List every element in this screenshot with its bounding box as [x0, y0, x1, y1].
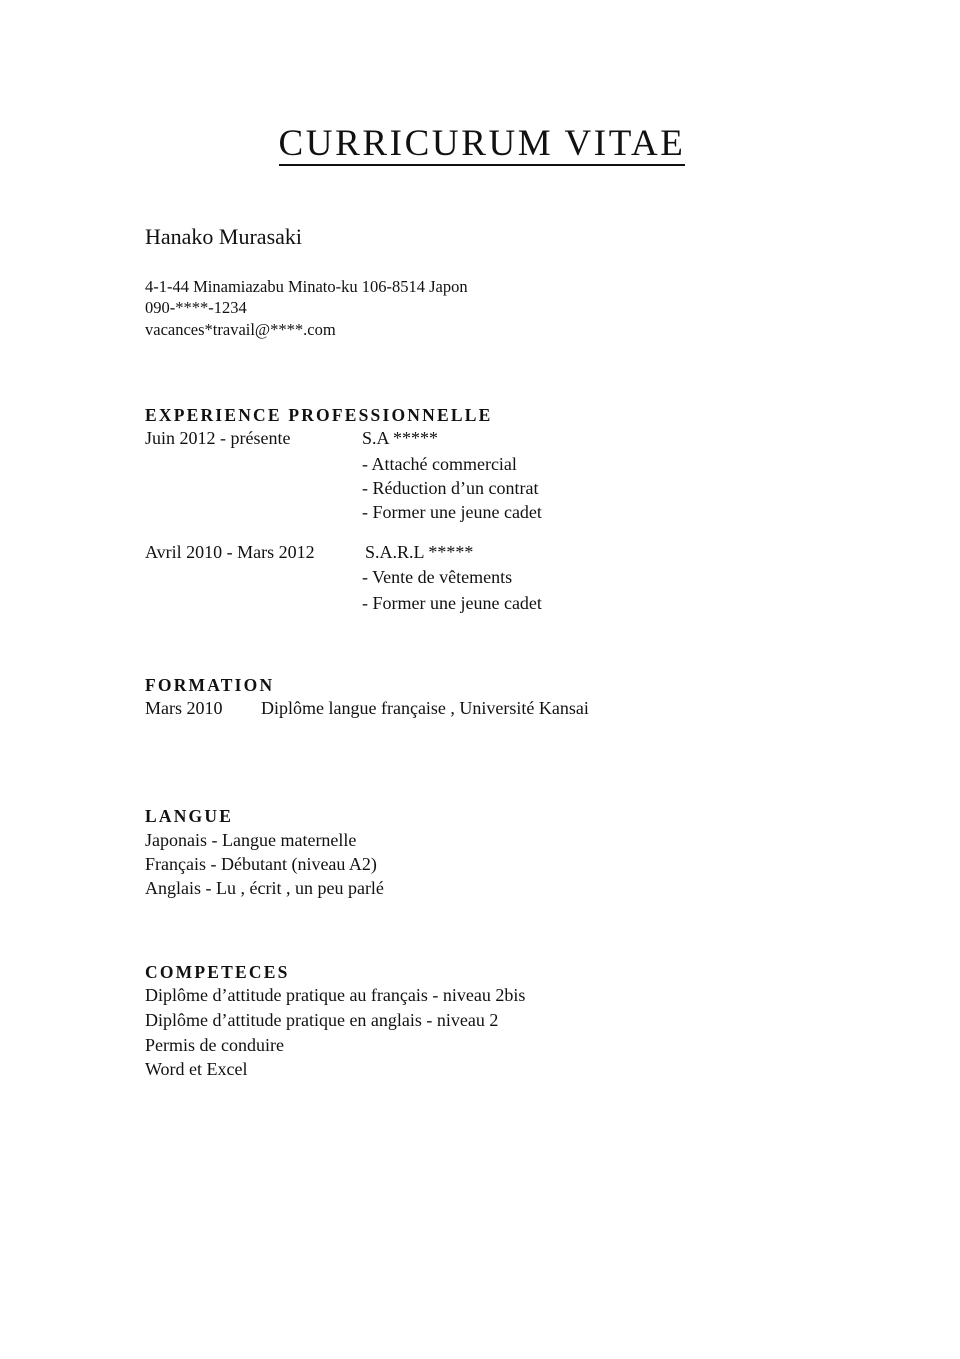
document-title-text: CURRICURUM VITAE: [278, 123, 686, 164]
competence-item: Word et Excel: [145, 1059, 248, 1079]
job-1-period: Juin 2012 - présente: [145, 428, 291, 448]
langue-item: Anglais - Lu , écrit , un peu parlé: [145, 878, 384, 898]
experience-heading: EXPERIENCE PROFESSIONNELLE: [145, 405, 493, 425]
competences-heading: COMPETECES: [145, 962, 290, 982]
job-2-task: - Former une jeune cadet: [362, 593, 542, 613]
langue-item: Français - Débutant (niveau A2): [145, 854, 377, 874]
formation-date: Mars 2010: [145, 698, 223, 718]
contact-phone: 090-****-1234: [145, 298, 247, 317]
job-1-company: S.A *****: [362, 428, 439, 448]
job-1-task: - Réduction d’un contrat: [362, 478, 539, 498]
contact-email: vacances*travail@****.com: [145, 320, 336, 339]
competence-item: Permis de conduire: [145, 1035, 284, 1055]
langue-item: Japonais - Langue maternelle: [145, 830, 357, 850]
document-title: [0, 122, 960, 166]
job-2-task: - Vente de vêtements: [362, 567, 513, 587]
job-1-task: - Former une jeune cadet: [362, 502, 542, 522]
candidate-name: Hanako Murasaki: [145, 224, 303, 249]
competence-item: Diplôme d’attitude pratique au français - niveau 2bis: [145, 985, 526, 1005]
job-1-task: - Attaché commercial: [362, 454, 517, 474]
langue-heading: LANGUE: [145, 806, 234, 826]
job-2-company: S.A.R.L *****: [365, 542, 474, 562]
contact-address: 4-1-44 Minamiazabu Minato-ku 106-8514 Japon: [145, 277, 468, 296]
job-2-period: Avril 2010 - Mars 2012: [145, 542, 315, 562]
formation-heading: FORMATION: [145, 675, 275, 695]
formation-detail: Diplôme langue française , Université Kansai: [261, 698, 589, 718]
competence-item: Diplôme d’attitude pratique en anglais - niveau 2: [145, 1010, 499, 1030]
